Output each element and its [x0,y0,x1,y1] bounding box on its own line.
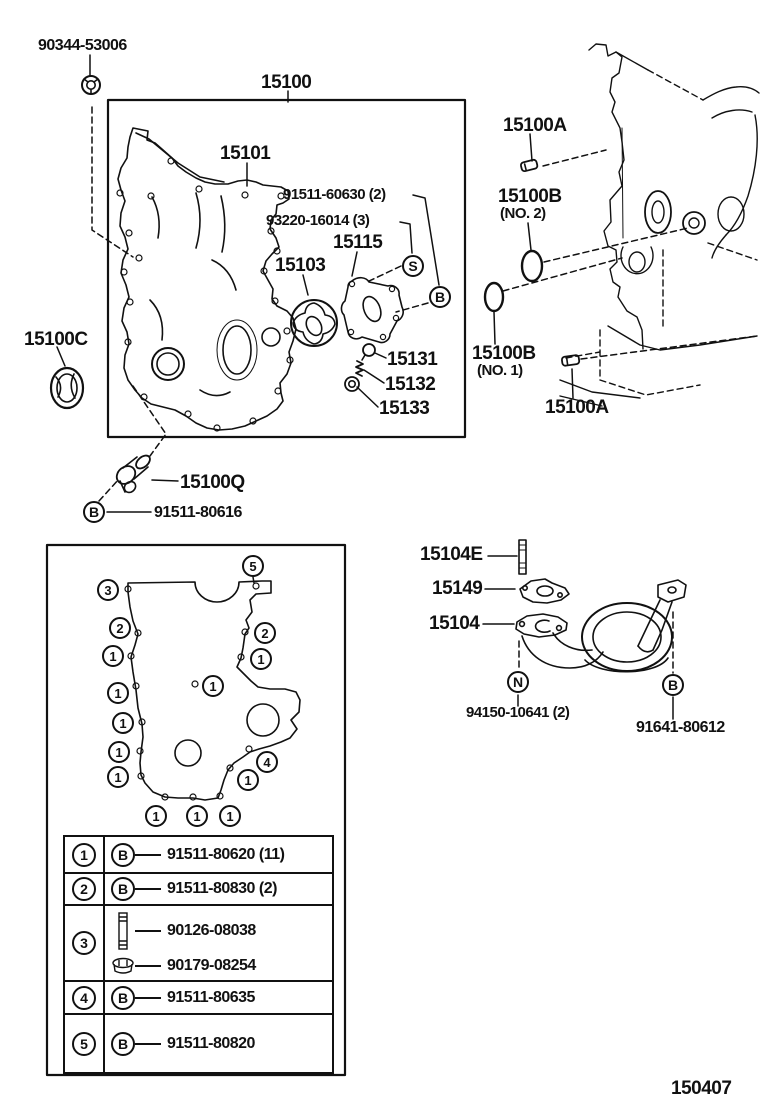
o-ring-no2-art [522,251,542,281]
part-label-91511-60630: 91511-60630 (2) [283,186,386,203]
flange-nut-icon [111,957,135,975]
badge-b-icon: B [111,986,135,1010]
leader-dash [135,888,161,890]
part-label-15104E: 15104E [420,544,483,565]
dowel-pin-top-art [520,159,538,172]
oil-strainer-art [516,540,686,672]
part-label-15100C: 15100C [24,329,88,350]
leader-dash [135,930,161,932]
timing-cover-art [117,128,296,431]
gasket-callout: 1 [108,741,130,763]
legend-num-2: 2 [72,877,96,901]
gasket-callout: 4 [256,751,278,773]
badge-n-strainer-icon: N [507,671,529,693]
part-label-91511-80616: 91511-80616 [154,504,242,521]
legend-part-number: 91511-80820 [167,1034,255,1052]
legend-num-1: 1 [72,843,96,867]
legend-row-2 [65,874,332,906]
part-label-15100B-no1-sub: (NO. 1) [477,362,523,379]
part-label-15101: 15101 [220,143,271,164]
part-label-90344-53006: 90344-53006 [38,37,127,54]
badge-b-icon: B [429,286,451,308]
badge-b-strainer-icon: B [662,674,684,696]
gasket-callout: 1 [107,766,129,788]
legend-part-number: 90126-08038 [167,922,256,939]
part-label-15149: 15149 [432,578,483,599]
part-label-15100: 15100 [261,72,312,93]
part-label-15100B-no1: 15100B [472,343,536,364]
part-label-94150-10641: 94150-10641 (2) [466,704,570,721]
gasket-callout: 1 [250,648,272,670]
gasket-callout: 2 [109,617,131,639]
gasket-callout: 1 [202,675,224,697]
gasket-callout: 1 [219,805,241,827]
bolt-legend-table [63,835,334,1074]
badge-b-icon: B [111,843,135,867]
oil-pump-cover-art [341,278,403,343]
gasket-callout: 2 [254,622,276,644]
gasket-callout: 1 [112,712,134,734]
legend-row-5 [65,1015,332,1072]
legend-row-4 [65,982,332,1015]
legend-num-5: 5 [72,1032,96,1056]
part-label-91641-80612: 91641-80612 [636,719,725,736]
leader-dash [135,997,161,999]
legend-part-number: 91511-80830 (2) [167,880,277,897]
oil-pump-rotor-art [291,300,337,346]
gasket-callout: 3 [97,579,119,601]
part-label-15100B-no2-sub: (NO. 2) [500,205,546,222]
badge-b-icon: B [111,877,135,901]
gasket-callout: 5 [242,555,264,577]
figure-code: 150407 [671,1078,732,1099]
engine-block-art [560,44,759,406]
o-ring-no1-art [485,283,503,311]
badge-b-icon: B [111,1032,135,1056]
legend-row-1 [65,837,332,874]
gasket-callout: 1 [107,682,129,704]
part-label-15131: 15131 [387,349,438,370]
legend-part-number: 91511-80620 (11) [167,845,285,863]
part-label-15132: 15132 [385,374,436,395]
legend-part-number: 90179-08254 [167,957,256,974]
part-label-15100B-no2: 15100B [498,186,562,207]
part-label-15103: 15103 [275,255,326,276]
gasket-callout: 1 [237,769,259,791]
badge-s-icon: S [402,255,424,277]
badge-b-sensor-icon: B [83,501,105,523]
legend-num-4: 4 [72,986,96,1010]
gasket-callout: 1 [145,805,167,827]
crank-sensor-art [113,453,152,495]
nut-90344-art [82,76,100,94]
legend-part-number: 91511-80635 [167,988,255,1006]
leader-dash [135,1043,161,1045]
relief-valve-parts-art [345,344,375,391]
legend-num-3: 3 [72,931,96,955]
oil-seal-15100C-art [51,368,83,408]
part-label-15115: 15115 [333,232,383,253]
gasket-callout: 1 [102,645,124,667]
part-label-15100A-bottom: 15100A [545,397,609,418]
legend-row-3 [65,906,332,982]
part-label-15100A-top: 15100A [503,115,567,136]
part-label-15104: 15104 [429,613,480,634]
part-label-15100Q: 15100Q [180,472,245,493]
stud-bolt-icon [111,911,135,951]
leader-dash [135,854,161,856]
gasket-callout: 1 [186,805,208,827]
leader-dash [135,965,161,967]
part-label-15133: 15133 [379,398,430,419]
part-label-93220-16014: 93220-16014 (3) [266,212,370,229]
